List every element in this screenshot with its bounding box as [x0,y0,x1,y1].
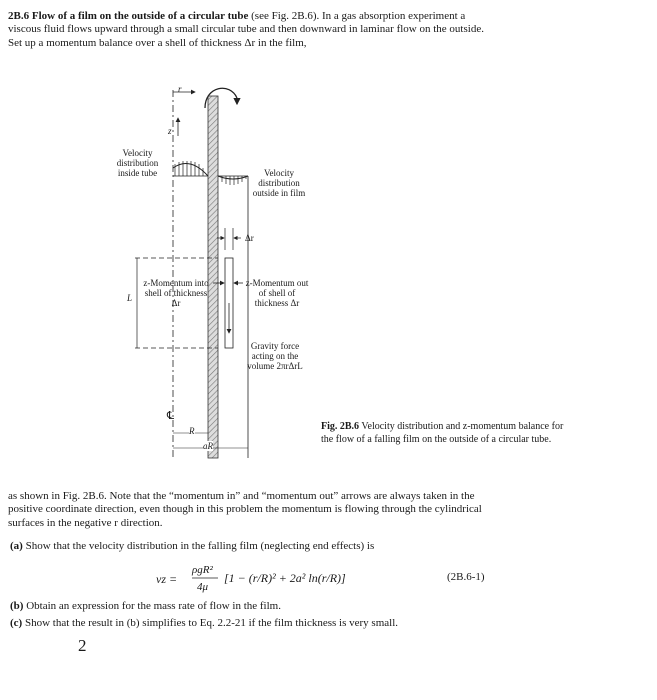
body-paragraph: as shown in Fig. 2B.6. Note that the “momentum in” and “momentum out” arrows are always taken in the positive coordinate direction, even though in this problem the momentum is flowing through the cylindrical surfaces in the negative r direction. [8,490,482,529]
R-label: R [189,426,195,436]
equation-lhs: vz = [156,572,178,586]
tube-wall [208,96,218,458]
problem-intro [8,10,498,50]
question-b [10,600,281,613]
centerline-label: ℄ [167,410,175,422]
page-number: 2 [78,636,87,655]
equation-bracket: [1 − (r/R)² + 2a² ln(r/R)] [224,571,346,585]
r-axis-label: r [178,84,182,94]
inside-velocity-arrows [173,161,208,176]
question-a [10,540,500,553]
momentum-out-label: z-Momentum out of shell of thickness Δr [245,278,309,308]
z-axis-label: z [168,126,172,136]
question-b-text: Obtain an expression for the mass rate of flow in the film. [26,600,281,612]
question-b-label: (b) [10,600,24,612]
momentum-in-label: z-Momentum into shell of thickness Δr [143,278,209,308]
question-c-text: Show that the result in (b) simplifies to Eq. 2.2-21 if the film thickness is very small. [24,617,399,629]
caption-label: Fig. 2B.6 [321,421,360,432]
figure-2b6 [105,78,325,473]
question-c [10,617,398,630]
outside-profile [218,176,248,179]
velocity-outside-label: Velocity distribution outside in film [252,168,306,198]
problem-title: Flow of a film on the outside of a circular tube [31,10,249,22]
question-a-text: Show that the velocity distribution in the falling film (neglecting end effects) is [25,540,375,552]
figure-caption [321,421,577,446]
caption-text: Velocity distribution and z-momentum balance for the flow of a falling film on the outside of a circular tube. [321,421,564,445]
gravity-label: Gravity force acting on the volume 2πrΔrL [247,341,303,371]
problem-number: 2B.6 [8,10,30,22]
L-label: L [127,293,133,303]
equation-denominator: 4μ [197,581,209,593]
velocity-inside-label: Velocity distribution inside tube [116,148,159,178]
equation-numerator: ρgR² [192,564,213,576]
aR-label: aR [203,441,213,451]
equation-number: (2B.6-1) [447,571,485,583]
delta-r-label: Δr [245,233,254,243]
figure-drawing [105,78,325,468]
problem-intro-text: (see Fig. 2B.6). In a gas absorption experiment a viscous fluid flows upward through a small circular tube and then downward in laminar flow on the outside. Set up a momentum balance over a shell of thickness Δr in the film, [8,10,484,49]
question-a-label: (a) [10,540,23,552]
question-c-label: (c) [10,617,23,629]
